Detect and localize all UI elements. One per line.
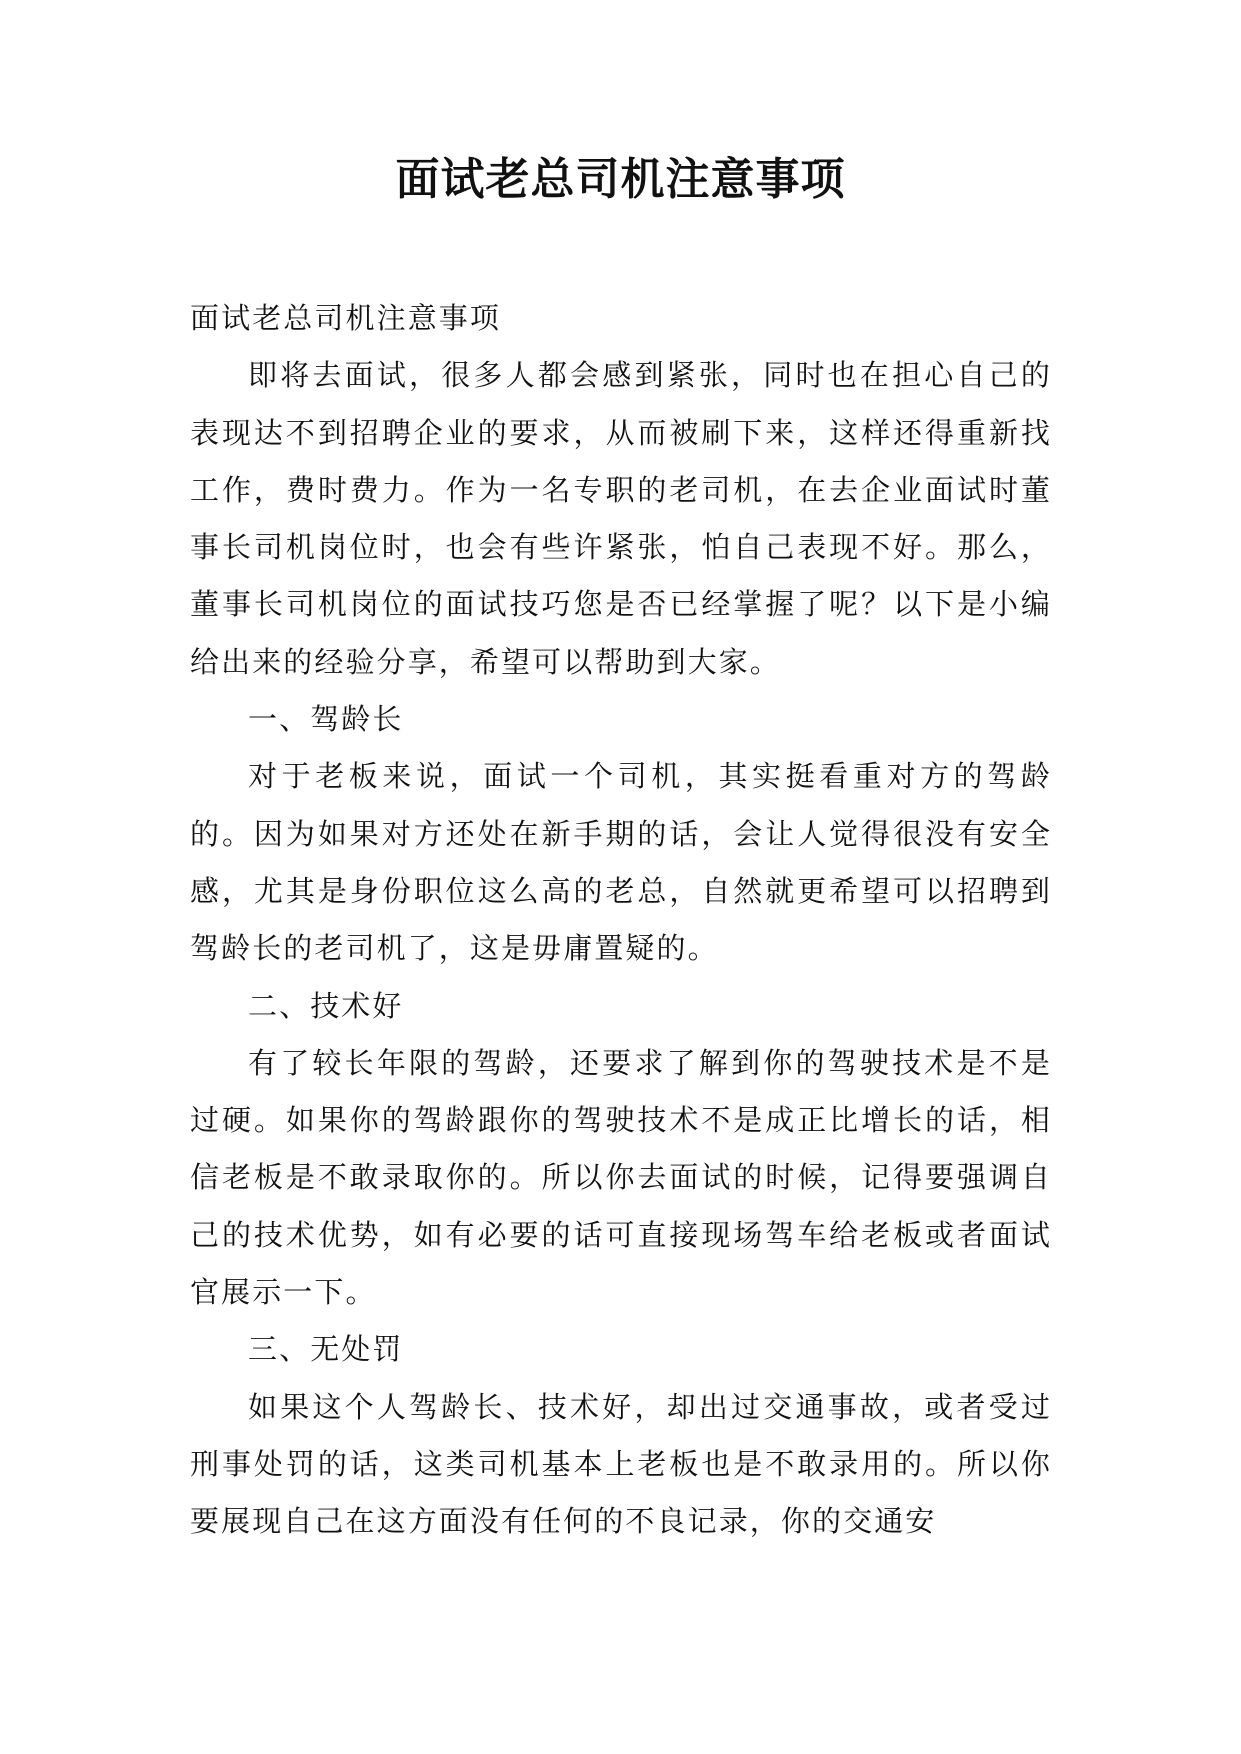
paragraph-section-1: 对于老板来说，面试一个司机，其实挺看重对方的驾龄的。因为如果对方还处在新手期的话，会让人觉得很没有安全感，尤其是身份职位这么高的老总，自然就更希望可以招聘到驾龄长的老司机了，这是毋庸置疑的。 — [190, 759, 1052, 966]
section-heading-2: 二、技术好 — [248, 988, 404, 1023]
document-body — [190, 290, 1052, 1551]
page-title: 面试老总司机注意事项 — [395, 154, 846, 205]
paragraph-section-3: 如果这个人驾龄长、技术好，却出过交通事故，或者受过刑事处罚的话，这类司机基本上老板也是不敢录用的。所以你要展现自己在这方面没有任何的不良记录，你的交通安 — [190, 1389, 1052, 1539]
paragraph-section-2: 有了较长年限的驾龄，还要求了解到你的驾驶技术是不是过硬。如果你的驾龄跟你的驾驶技术不是成正比增长的话，相信老板是不敢录取你的。所以你去面试的时候，记得要强调自己的技术优势，如有必要的话可直接现场驾车给老板或者面试官展示一下。 — [190, 1045, 1052, 1310]
paragraph-intro: 即将去面试，很多人都会感到紧张，同时也在担心自己的表现达不到招聘企业的要求，从而被刷下来，这样还得重新找工作，费时费力。作为一名专职的老司机，在去企业面试时董事长司机岗位时，也会有些许紧张，怕自己表现不好。那么，董事长司机岗位的面试技巧您是否已经掌握了呢？以下是小编给出来的经验分享，希望可以帮助到大家。 — [190, 358, 1052, 679]
section-heading-3: 三、无处罚 — [248, 1332, 404, 1367]
section-heading-1: 一、驾龄长 — [248, 702, 404, 737]
paragraph-subtitle: 面试老总司机注意事项 — [190, 301, 502, 335]
